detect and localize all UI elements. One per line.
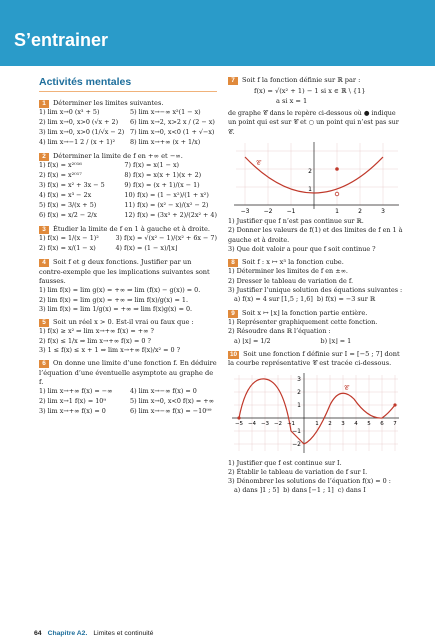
exercise-item: 12) f(x) = (3x³ + 2)/(2x² + 4): [124, 211, 217, 220]
chapter-label: Chapitre A2.: [47, 630, 88, 637]
exercise-item: 2) Établir le tableau de variation de f sur I.: [228, 467, 368, 476]
x-tick-label: −2: [273, 420, 283, 427]
header-banner: [0, 0, 435, 66]
exercise-6: [39, 359, 217, 417]
y-tick-label: −1: [292, 427, 301, 435]
exercise-item: 2) f(x) = x²⁰¹⁷: [39, 171, 82, 180]
exercise-item: 3) lim x→0, x>0 (1/√x − 2): [39, 128, 125, 137]
exercise-number: 8: [228, 259, 238, 267]
chapter-title: Limites et continuité: [93, 630, 154, 637]
exercise-statement: Soit x ↦ ⌊x⌋ la fonction partie entière.: [242, 308, 368, 317]
option-b: b) f(x) = −3 sur ℝ: [316, 295, 376, 304]
exercise-item: 8) f(x) = x(x + 1)(x + 2): [124, 171, 202, 180]
exercise-statement: Soit un réel x > 0. Est-il vrai ou faux que :: [53, 318, 194, 327]
exercise-item: 8) lim x→+∞ (x + 1/x): [130, 138, 201, 147]
exercise-item: 4) lim x→−1 2 / (x + 1)²: [39, 138, 116, 147]
exercise-number: 3: [39, 226, 49, 234]
exercise-item: 6) f(x) = x/2 − 2/x: [39, 211, 98, 220]
graph-ex10: [228, 371, 403, 457]
option-a: a) dans ]1 ; 5]: [234, 486, 279, 495]
x-tick-label: −4: [247, 420, 257, 427]
exercise-item: 4) f(x) = x³ − 2x: [39, 191, 92, 200]
exercise-number: 6: [39, 360, 49, 368]
exercise-item: 1) lim x→0 (x³ + 5): [39, 108, 100, 117]
x-tick-label: 5: [367, 420, 371, 427]
x-tick-label: −3: [260, 420, 270, 427]
exercise-number: 2: [39, 153, 49, 161]
exercise-items: [39, 161, 217, 221]
x-tick-label: 3: [341, 420, 345, 427]
exercise-item: 6) lim x→−∞ f(x) = −10⁹⁹: [130, 407, 212, 416]
x-tick-label: 2: [358, 207, 362, 215]
exercise-item: 11) f(x) = (x² − x)/(x² − 2): [124, 201, 209, 210]
graph-caption: de graphe 𝒞 dans le repère ci-dessous où ● indique un point qui est sur 𝒞 et ○ un point qui n’est pas sur 𝒞.: [228, 109, 399, 136]
exercise-number: 1: [39, 100, 49, 108]
exercise-item: 3) lim x→+∞ f(x) = 0: [39, 407, 106, 416]
exercise-item: 7) f(x) = x(1 − x): [124, 161, 180, 170]
open-point: [335, 192, 339, 196]
y-tick-label: 2: [297, 388, 301, 396]
exercise-item: 1) lim x→+∞ f(x) = −∞: [39, 387, 113, 396]
definition-line: a si x = 1: [276, 97, 308, 106]
exercise-statement: Soit une fonction f définie sur I = [−5 ; 7] dont la courbe représentative 𝒞 est tracée ci-dessous.: [228, 349, 400, 368]
x-tick-label: −2: [263, 207, 273, 215]
exercise-4: [39, 258, 217, 314]
x-tick-label: 1: [315, 420, 319, 427]
exercise-item: 9) f(x) = (x + 1)/(x − 1): [124, 181, 200, 190]
exercise-item: 5) f(x) = 3/(x + 5): [39, 201, 97, 210]
x-tick-label: 6: [380, 420, 384, 427]
exercise-item: 6) lim x→2, x>2 x / (2 − x): [130, 118, 215, 127]
exercise-item: 3) Dénombrer les solutions de l’équation f(x) = 0 :: [228, 477, 391, 486]
exercise-number: 10: [230, 350, 238, 358]
page-footer: [34, 630, 153, 637]
exercise-item: 5) lim x→−∞ x²(1 − x): [130, 108, 201, 117]
left-column: [39, 76, 217, 421]
exercise-item: 5) lim x→0, x<0 f(x) = +∞: [130, 397, 214, 406]
x-tick-label: −3: [240, 207, 250, 215]
exercise-5: [39, 318, 217, 355]
exercise-item: 3) Que doit valoir a pour que f soit continue ?: [228, 244, 376, 253]
exercise-item: 2) lim f(x) = lim g(x) = +∞ ⇒ lim f(x)/g(x) = 1.: [39, 295, 189, 304]
exercise-item: 3) 1 ≤ f(x) ≤ x + 1 ⇒ lim x→+∞ f(x)/x² = 0 ?: [39, 345, 181, 354]
exercise-item: 1) f(x) ≥ x² ⇒ lim x→+∞ f(x) = +∞ ?: [39, 327, 154, 336]
exercise-statement: Soit f et g deux fonctions. Justifier par un contre-exemple que les implications suivantes sont fausses.: [39, 258, 210, 285]
exercise-options: [228, 486, 403, 495]
exercise-item: 4) lim x→−∞ f(x) = 0: [130, 387, 197, 396]
option-a: a) ⌊x⌋ = 1/2: [234, 336, 271, 345]
definition-line: f(x) = √(x² + 1) − 1 si x ∈ ℝ \ {1}: [254, 87, 366, 96]
exercise-item: 2) f(x) = x/(1 − x): [39, 244, 96, 253]
curve-label: 𝒞: [256, 158, 261, 167]
x-tick-label: 3: [381, 207, 385, 215]
exercise-item: 10) f(x) = (1 − x²)/(1 + x²): [124, 191, 209, 200]
exercise-item: 2) lim x→0, x>0 (√x + 2): [39, 118, 119, 127]
exercise-items: [39, 108, 217, 148]
exercise-3: [39, 225, 217, 254]
exercise-number: 4: [39, 259, 49, 267]
exercise-item: 1) Justifier que f n’est pas continue sur ℝ.: [228, 216, 364, 225]
exercise-statement: Déterminer la limite de f en +∞ et −∞.: [53, 152, 183, 161]
graph-ex7: [228, 139, 403, 215]
exercise-statement: Étudier la limite de f en 1 à gauche et à droite.: [53, 224, 210, 233]
option-c: c) dans I: [337, 486, 366, 495]
exercise-7: [228, 76, 403, 254]
grid: [234, 375, 398, 451]
exercise-item: 3) f(x) = x² + 3x − 5: [39, 181, 105, 190]
exercise-number: 7: [228, 77, 238, 85]
exercise-item: 2) lim x→1 f(x) = 10⁹: [39, 397, 106, 406]
y-tick-label: 2: [308, 167, 312, 175]
exercise-item: 2) f(x) ≤ 1/x ⇒ lim x→+∞ f(x) = 0 ?: [39, 336, 151, 345]
exercise-statement: Soit f : x ↦ x³ la fonction cube.: [242, 258, 344, 267]
y-tick-label: 1: [308, 185, 312, 193]
option-b: b) dans [−1 ; 1]: [283, 486, 334, 495]
page-title: S’entrainer: [14, 30, 109, 50]
exercise-item: 2) Résoudre dans ℝ l’équation :: [228, 327, 331, 336]
curve-label: 𝒞: [344, 383, 349, 392]
x-tick-label: 7: [393, 420, 397, 427]
section-title: Activités mentales: [39, 76, 217, 92]
option-b: b) ⌊x⌋ = 1: [320, 336, 352, 345]
page-body: [0, 66, 435, 637]
exercise-item: 1) Déterminer les limites de f en ±∞.: [228, 267, 348, 276]
y-tick-label: 1: [297, 401, 301, 409]
right-column: [228, 76, 403, 500]
exercise-10: [228, 350, 403, 496]
exercise-statement: Déterminer les limites suivantes.: [53, 99, 164, 107]
exercise-items: [39, 387, 217, 417]
x-tick-label: 2: [328, 420, 332, 427]
exercise-item: 4) f(x) = (1 − x)/⌊x⌋: [115, 244, 178, 253]
exercise-items: [39, 234, 217, 254]
exercise-options: [228, 295, 403, 304]
exercise-item: 1) Représenter graphiquement cette fonction.: [228, 317, 378, 326]
grid: [236, 143, 398, 205]
x-tick-label: −5: [234, 420, 244, 427]
endpoint: [393, 403, 396, 406]
x-tick-labels: [235, 421, 397, 427]
exercise-8: [228, 258, 403, 304]
x-tick-label: 1: [335, 207, 339, 215]
exercise-statement: On donne une limite d’une fonction f. En déduire l’équation d’une éventuelle asymptote au graphe de f.: [39, 359, 217, 386]
exercise-2: [39, 152, 217, 221]
x-tick-label: 4: [354, 420, 358, 427]
exercise-item: 1) Justifier que f est continue sur I.: [228, 458, 342, 467]
exercise-item: 2) Donner les valeurs de f(1) et des limites de f en 1 à gauche et à droite.: [228, 226, 403, 244]
exercise-item: 3) lim f(x) = lim 1/g(x) = +∞ ⇒ lim f(x)g(x) = 0.: [39, 304, 193, 313]
exercise-statement: Soit f la fonction définie sur ℝ par :: [242, 76, 361, 84]
page-number: 64: [34, 630, 42, 637]
exercise-item: 3) Justifier l’unique solution des équations suivantes :: [228, 286, 403, 295]
function-definition: [228, 87, 403, 107]
exercise-item: 1) f(x) = x²⁰¹⁶: [39, 161, 82, 170]
exercise-item: 2) Dresser le tableau de variation de f.: [228, 276, 354, 285]
exercise-1: [39, 99, 217, 148]
exercise-number: 9: [228, 310, 238, 318]
exercise-item: 1) lim f(x) = lim g(x) = +∞ ⇒ lim (f(x) − g(x)) = 0.: [39, 286, 201, 295]
exercise-item: 3) f(x) = √(x² − 1)/(x² + 6x − 7): [115, 234, 217, 243]
exercise-item: 7) lim x→0, x<0 (1 + √−x): [130, 128, 215, 137]
option-a: a) f(x) = 4 sur [1,5 ; 1,6]: [234, 295, 313, 304]
x-tick-label: −1: [286, 420, 296, 427]
endpoint: [237, 416, 240, 419]
x-tick-label: −1: [286, 207, 296, 215]
filled-point: [335, 167, 339, 171]
y-tick-label: 3: [297, 375, 301, 383]
exercise-9: [228, 309, 403, 346]
exercise-options: [228, 337, 403, 346]
y-tick-label: −2: [292, 440, 301, 448]
exercise-item: 1) f(x) = 1/(x − 1)²: [39, 234, 99, 243]
exercise-number: 5: [39, 319, 49, 327]
